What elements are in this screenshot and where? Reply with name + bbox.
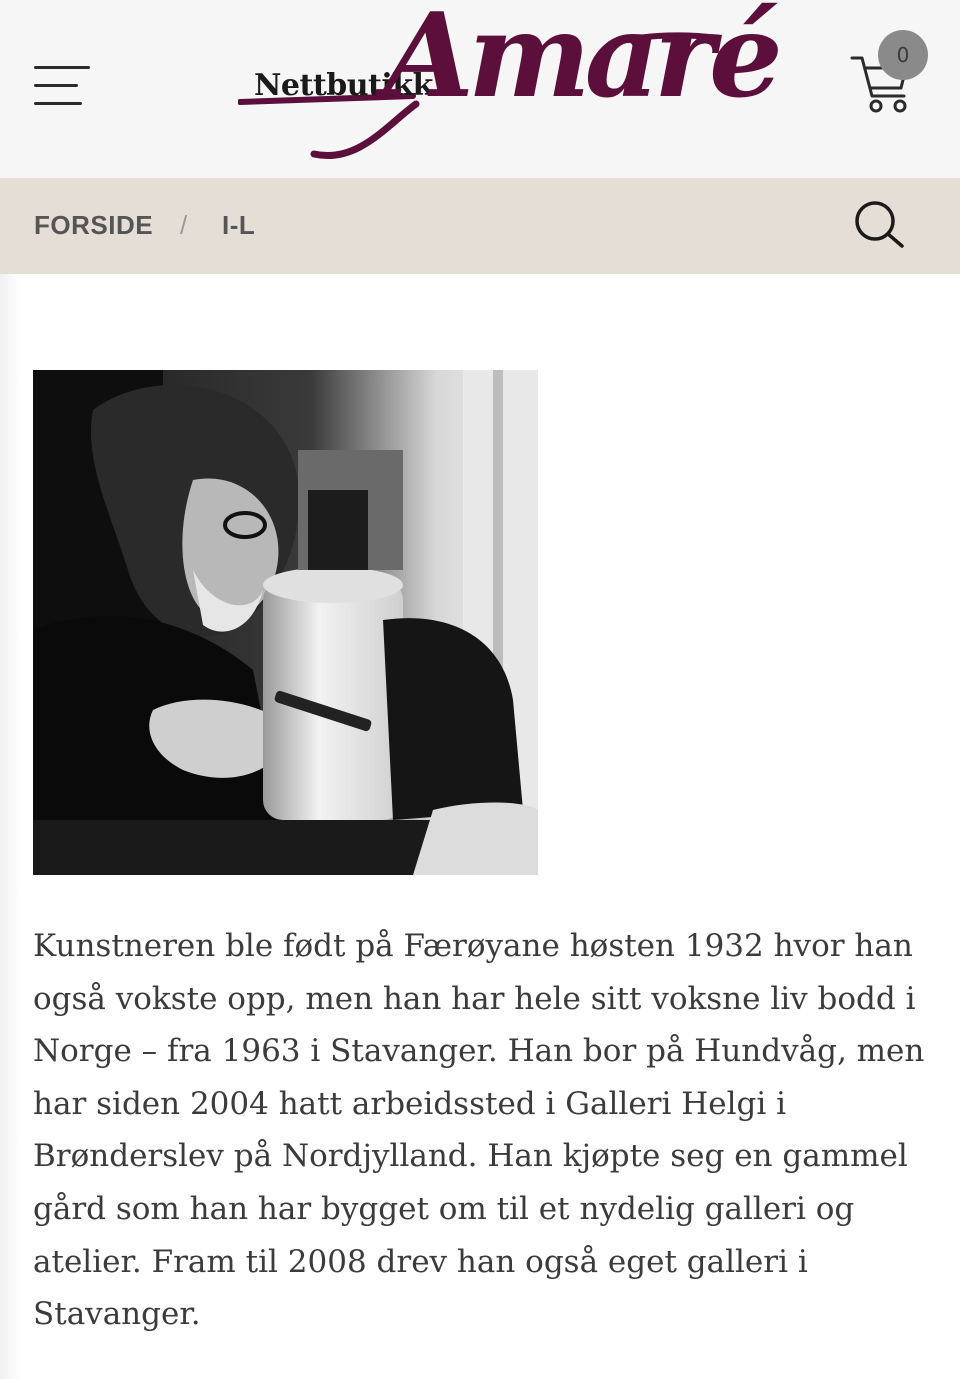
artist-portrait-image (33, 370, 538, 875)
cart-button[interactable] (846, 30, 930, 116)
cart-count-badge: 0 (878, 30, 928, 80)
breadcrumb (0, 178, 960, 274)
breadcrumb-current: I-L (222, 210, 256, 240)
artist-bio-text: Kunstneren ble født på Færøyane høsten 1932 hvor han også vokste opp, men han har hele sitt voksne liv bodd i Norge – fra 1963 i Stavanger. Han bor på Hundvåg, men har siden 2004 hatt arbeidssted i Galleri Helgi i Brønderslev på Nordjylland. Han kjøpte seg en gammel gård som han har bygget om til et nydelig galleri og atelier. Fram til 2008 drev han også eget galleri i Stavanger. (33, 928, 925, 1333)
site-header (0, 0, 960, 178)
search-button[interactable] (852, 198, 906, 252)
site-logo[interactable] (238, 0, 777, 164)
search-icon (852, 198, 906, 252)
hamburger-menu-icon[interactable] (34, 64, 92, 108)
logo-name: Amaré (384, 0, 777, 124)
artist-photo (33, 370, 538, 875)
breadcrumb-separator: / (180, 210, 188, 240)
breadcrumb-home-link[interactable]: FORSIDE (34, 210, 154, 240)
page-edge-shade (0, 274, 22, 1379)
logo-prefix: Nettbutikk (254, 68, 433, 103)
